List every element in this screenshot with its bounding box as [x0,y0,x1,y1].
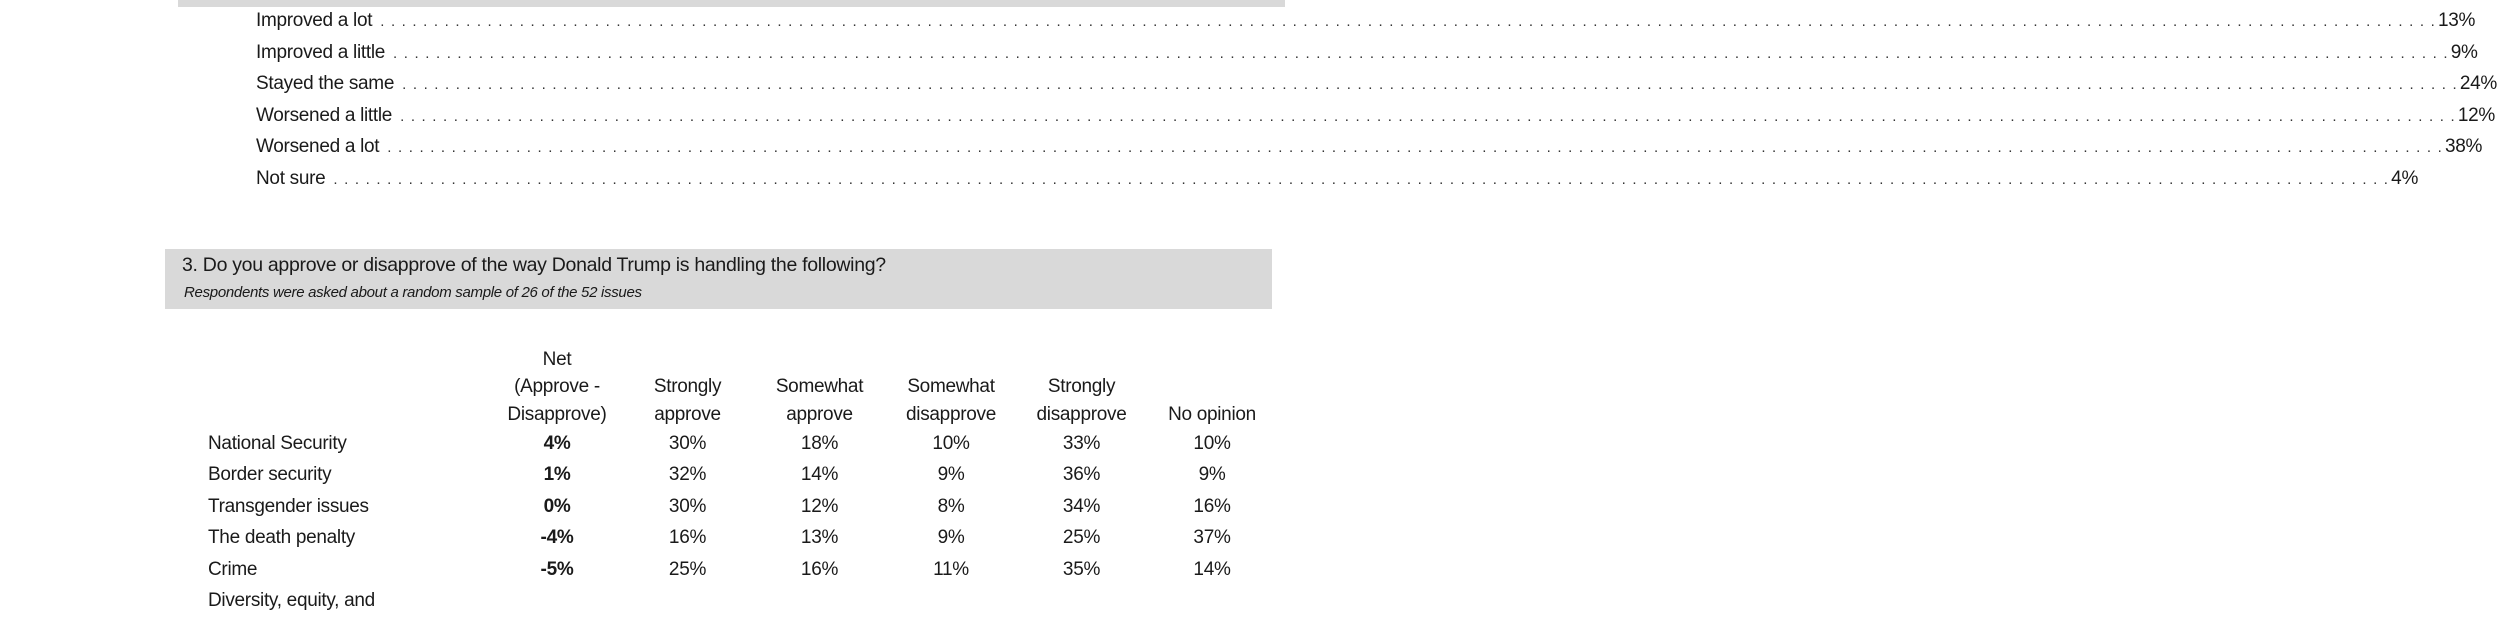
response-label: Worsened a little [256,105,400,127]
list-item [256,73,1160,105]
header-line: disapprove [886,401,1016,429]
header-line: Strongly [1016,373,1147,401]
list-item [256,136,1160,168]
strongly-approve-value: 30% [622,491,753,523]
issue-column-header [200,343,492,428]
somewhat-disapprove-value [886,586,1016,617]
no-opinion-value: 16% [1147,491,1277,523]
table-header-row [200,343,1277,428]
strongly-disapprove-value [1016,586,1147,617]
previous-question-header-band [178,0,1285,7]
header-line: Somewhat [886,373,1016,401]
dot-leader [333,171,2389,188]
response-label: Improved a little [256,42,393,64]
no-opinion-value: 14% [1147,554,1277,586]
strongly-disapprove-value: 35% [1016,554,1147,586]
issue-name: The death penalty [200,523,492,555]
issue-name: National Security [200,428,492,460]
issue-name: Diversity, equity, and [200,586,492,617]
strongly-approve-value: 16% [622,523,753,555]
net-value: -4% [492,523,622,555]
strongly-approve-value: 32% [622,460,753,492]
dot-leader [387,139,2443,156]
strongly-approve-value: 25% [622,554,753,586]
somewhat-disapprove-column-header [886,343,1016,428]
header-line: Net [492,346,622,374]
net-column-header [492,343,622,428]
table-row [200,523,1277,555]
table-row [200,554,1277,586]
table-row [200,460,1277,492]
issue-name: Crime [200,554,492,586]
table-row [200,586,1277,617]
response-label: Not sure [256,168,333,190]
no-opinion-value: 37% [1147,523,1277,555]
net-value: -5% [492,554,622,586]
no-opinion-value [1147,586,1277,617]
somewhat-approve-value: 13% [753,523,886,555]
table-row [200,491,1277,523]
strongly-disapprove-value: 36% [1016,460,1147,492]
net-value: 1% [492,460,622,492]
somewhat-disapprove-value: 9% [886,460,1016,492]
list-item [256,105,1160,137]
response-percent: 38% [2443,136,2482,158]
issue-name: Border security [200,460,492,492]
header-line: Strongly [622,373,753,401]
approval-table [200,343,1277,617]
strongly-approve-value: 30% [622,428,753,460]
dot-leader [402,76,2458,93]
response-percent: 9% [2449,42,2478,64]
header-line: No opinion [1147,401,1277,429]
somewhat-approve-value [753,586,886,617]
response-label: Stayed the same [256,73,402,95]
strongly-disapprove-value: 25% [1016,523,1147,555]
strongly-disapprove-value: 33% [1016,428,1147,460]
dot-leader [380,13,2436,30]
response-percent: 4% [2389,168,2418,190]
q2-response-list [256,10,1160,199]
somewhat-approve-column-header [753,343,886,428]
header-line: approve [753,401,886,429]
response-percent: 13% [2436,10,2475,32]
somewhat-approve-value: 16% [753,554,886,586]
question-header [165,249,1272,309]
issue-name: Transgender issues [200,491,492,523]
header-line: approve [622,401,753,429]
strongly-disapprove-value: 34% [1016,491,1147,523]
response-percent: 24% [2458,73,2497,95]
somewhat-disapprove-value: 9% [886,523,1016,555]
list-item [256,42,1160,74]
response-percent: 12% [2456,105,2495,127]
header-line: disapprove [1016,401,1147,429]
somewhat-disapprove-value: 8% [886,491,1016,523]
question-title: 3. Do you approve or disapprove of the way Donald Trump is handling the following? [182,254,886,277]
net-value [492,586,622,617]
net-value: 0% [492,491,622,523]
table-row [200,428,1277,460]
somewhat-approve-value: 18% [753,428,886,460]
no-opinion-value: 9% [1147,460,1277,492]
somewhat-approve-value: 14% [753,460,886,492]
no-opinion-value: 10% [1147,428,1277,460]
somewhat-disapprove-value: 11% [886,554,1016,586]
header-line: Disapprove) [492,401,622,429]
response-label: Improved a lot [256,10,380,32]
somewhat-disapprove-value: 10% [886,428,1016,460]
response-label: Worsened a lot [256,136,387,158]
no-opinion-column-header [1147,343,1277,428]
net-value: 4% [492,428,622,460]
question-subtitle: Respondents were asked about a random sample of 26 of the 52 issues [184,284,642,301]
strongly-approve-value [622,586,753,617]
list-item [256,10,1160,42]
dot-leader [393,45,2449,62]
dot-leader [400,108,2456,125]
strongly-disapprove-column-header [1016,343,1147,428]
header-line: (Approve - [492,373,622,401]
header-line: Somewhat [753,373,886,401]
list-item [256,168,1160,200]
somewhat-approve-value: 12% [753,491,886,523]
strongly-approve-column-header [622,343,753,428]
